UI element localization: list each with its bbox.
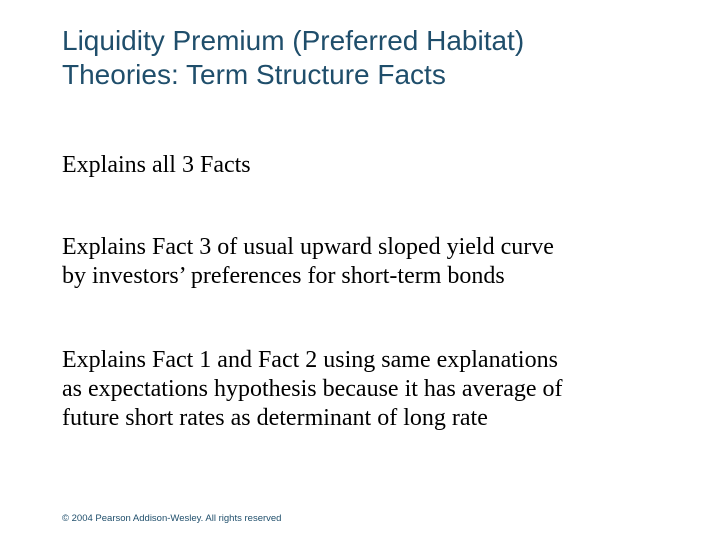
bullet-line: as expectations hypothesis because it has average of (62, 376, 563, 402)
slide-title (62, 24, 682, 92)
bullet-explains-fact-3 (62, 233, 682, 291)
bullet-explains-facts-1-2 (62, 346, 682, 433)
bullet-line: by investors’ preferences for short-term bonds (62, 263, 505, 289)
bullet-line: future short rates as determinant of long rate (62, 405, 488, 431)
bullet-explains-all-facts (62, 151, 682, 180)
slide-title-line: Theories: Term Structure Facts (62, 59, 446, 90)
bullet-line: Explains Fact 3 of usual upward sloped yield curve (62, 234, 554, 260)
bullet-line: Explains Fact 1 and Fact 2 using same explanations (62, 347, 558, 373)
copyright-footer: © 2004 Pearson Addison-Wesley. All rights reserved (62, 513, 282, 524)
bullet-line: Explains all 3 Facts (62, 152, 251, 178)
slide-title-line: Liquidity Premium (Preferred Habitat) (62, 25, 525, 56)
